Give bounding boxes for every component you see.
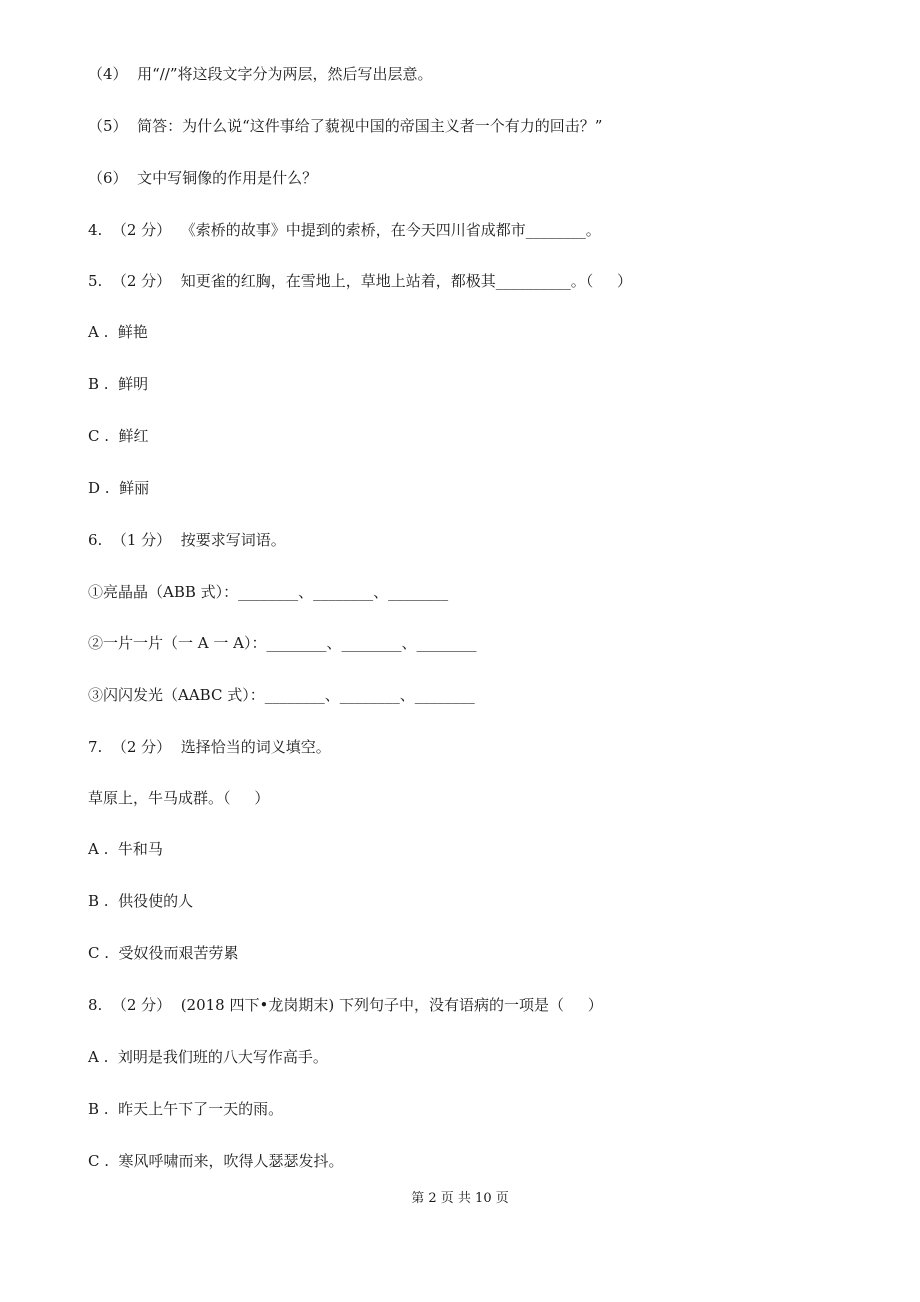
question-4: 4. （2 分） 《索桥的故事》中提到的索桥，在今天四川省成都市________。 (88, 221, 601, 239)
question-7-option-b: B . 供役使的人 (88, 892, 194, 910)
question-3-sub-5: （5） 简答：为什么说“这件事给了藐视中国的帝国主义者一个有力的回击？” (88, 117, 603, 135)
question-3-sub-6: （6） 文中写铜像的作用是什么？ (88, 169, 318, 187)
question-8: 8. （2 分） (2018 四下•龙岗期末) 下列句子中，没有语病的一项是（ ） (88, 996, 603, 1014)
question-6-item-3: ③闪闪发光（AABC 式）：________、________、________ (88, 686, 475, 704)
question-5-option-d: D . 鲜丽 (88, 479, 150, 497)
question-5-option-a: A . 鲜艳 (88, 323, 148, 341)
question-8-option-a: A . 刘明是我们班的八大写作高手。 (88, 1048, 328, 1066)
question-5: 5. （2 分） 知更雀的红胸，在雪地上，草地上站着，都极其__________。（ ） (88, 272, 633, 290)
question-5-option-b: B . 鲜明 (88, 375, 149, 393)
question-6-item-1: ①亮晶晶（ABB 式）：________、________、________ (88, 583, 449, 601)
question-7: 7. （2 分） 选择恰当的词义填空。 (88, 738, 331, 756)
question-5-option-c: C . 鲜红 (88, 427, 149, 445)
question-7-option-a: A . 牛和马 (88, 840, 163, 858)
question-8-option-b: B . 昨天上午下了一天的雨。 (88, 1100, 284, 1118)
question-7-sentence: 草原上，牛马成群。（ ） (88, 789, 270, 807)
question-3-sub-4: （4） 用“//”将这段文字分为两层，然后写出层意。 (88, 65, 433, 83)
question-6: 6. （1 分） 按要求写词语。 (88, 531, 286, 549)
page-footer: 第 2 页 共 10 页 (411, 1191, 509, 1206)
question-7-option-c: C . 受奴役而艰苦劳累 (88, 944, 239, 962)
question-6-item-2: ②一片一片（一 A 一 A）：________、________、________ (88, 634, 477, 652)
question-8-option-c: C . 寒风呼啸而来，吹得人瑟瑟发抖。 (88, 1152, 344, 1170)
